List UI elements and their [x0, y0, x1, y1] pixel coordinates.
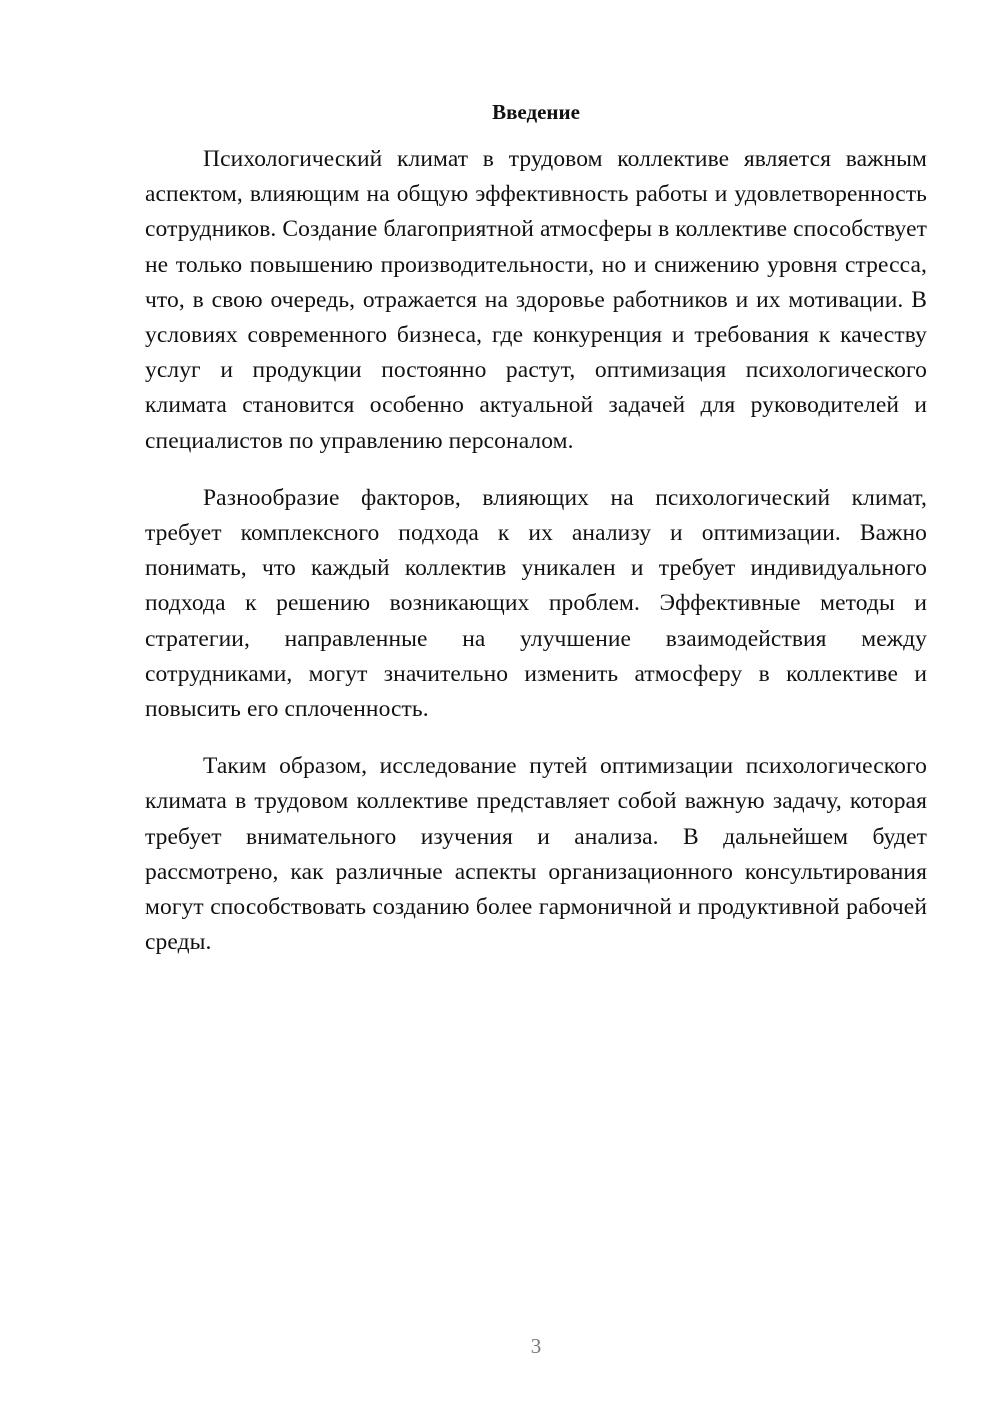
page-number: 3	[530, 1334, 542, 1358]
paragraph-2: Разнообразие факторов, влияющих на психологический климат, требует комплексного подхода к их анализу и оптимизации. Важно понимать, что каждый коллектив уникален и требует индивидуального подхода к решению возникающих проблем. Эффективные методы и стратегии, направленные на улучшение взаимодействия между сотрудниками, могут значительно изменить атмосферу в коллективе и повысить его сплоченность.	[145, 484, 927, 723]
section-heading: Введение	[492, 100, 580, 124]
paragraph-1: Психологический климат в трудовом коллективе является важным аспектом, влияющим на общую эффективность работы и удовлетворенность сотрудников. Создание благоприятной атмосферы в коллективе способствует не только повышению производительности, но и снижению уровня стресса, что, в свою очередь, отражается на здоровье работников и их мотивации. В условиях современного бизнеса, где конкуренция и требования к качеству услуг и продукции постоянно растут, оптимизация психологического климата становится особенно актуальной задачей для руководителей и специалистов по управлению персоналом.	[145, 146, 927, 454]
body-text	[145, 142, 927, 982]
paragraph-3: Таким образом, исследование путей оптимизации психологического климата в трудовом коллективе представляет собой важную задачу, которая требует внимательного изучения и анализа. В дальнейшем будет рассмотрено, как различные аспекты организационного консультирования могут способствовать созданию более гармоничной и продуктивной рабочей среды.	[145, 753, 927, 956]
